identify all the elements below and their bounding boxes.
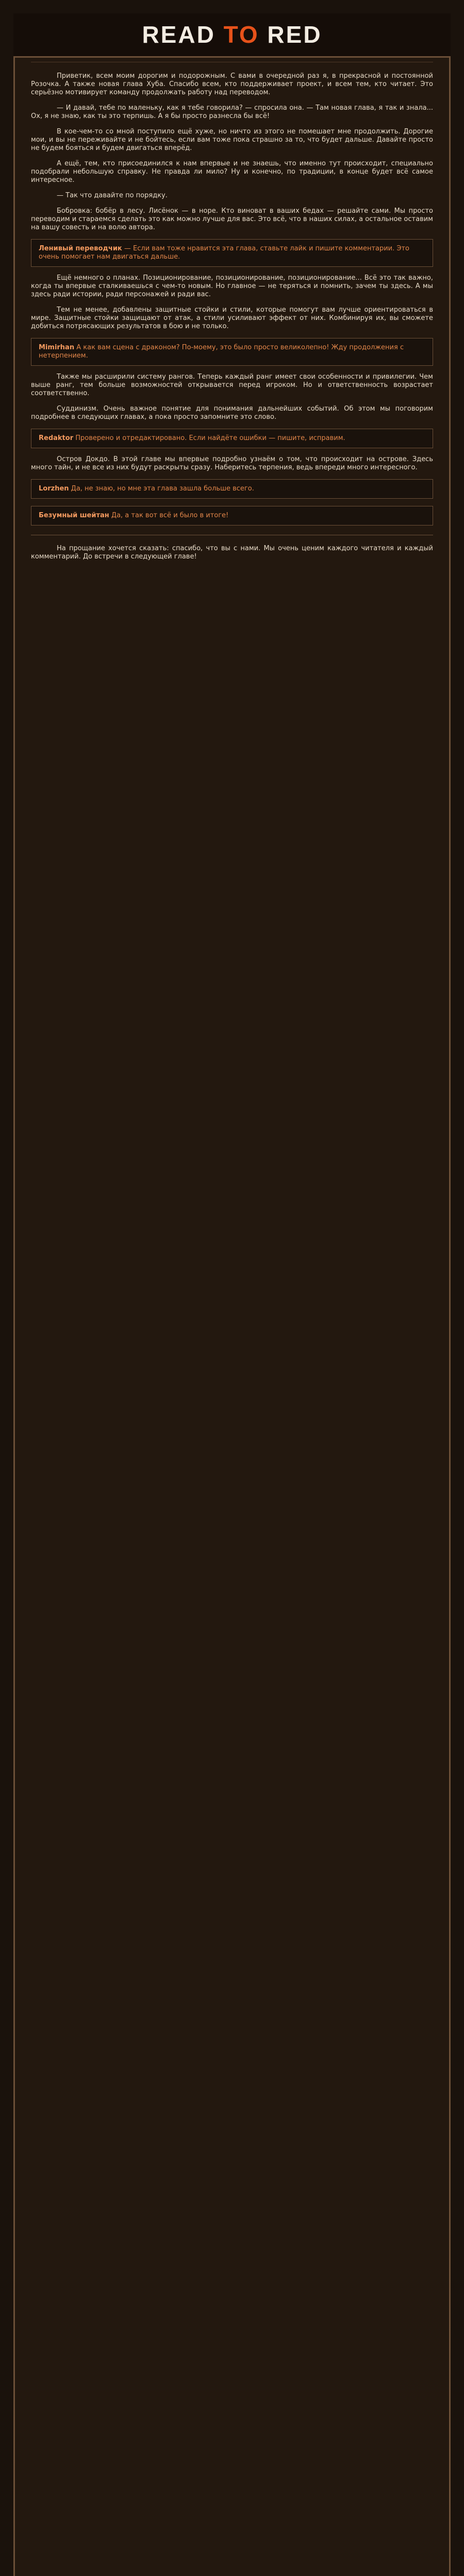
note-author: Ленивый переводчик (39, 245, 122, 252)
paragraph: Тем не менее, добавлены защитные стойки и стили, которые помогут вам лучше ориентироваться в мире. Защитные стойки защищают от атак, а стили усиливают эффект от них. Комбинируя их, вы сможете добиться потрясающих результатов в бою и не только. (31, 306, 433, 330)
paragraph: Остров Докдо. В этой главе мы впервые подробно узнаём о том, что происходит на острове. Здесь много тайн, и не все из них будут раскрыты сразу. Наберитесь терпения, ведь впереди много интересного. (31, 455, 433, 471)
paragraph: Бобровка: бобёр в лесу. Лисёнок — в норе. Кто виноват в ваших бедах — решайте сами. Мы просто переводим и стараемся сделать это как можно лучше для вас. Это всё, что в наших силах, а остальное оставим на вашу совесть и на волю автора. (31, 207, 433, 231)
page-header (13, 13, 451, 58)
note-author: Безумный шейтан (39, 512, 109, 519)
paragraph: В кое-чем-то со мной поступило ещё хуже, но ничто из этого не помешает мне продолжить. Дорогие мои, и вы не переживайте и не бойтесь, если вам тоже пока страшно за то, что будет дальше. Давайте просто не будем бояться и будем двигаться вперёд. (31, 128, 433, 152)
note-text: Проверено и отредактировано. Если найдёте ошибки — пишите, исправим. (75, 434, 345, 442)
paragraph: Также мы расширили систему рангов. Теперь каждый ранг имеет свои особенности и привилегии. Чем выше ранг, тем больше возможностей открывается перед игроком. Но и ответственность возрастает соответственно. (31, 373, 433, 397)
note-text: А как вам сцена с драконом? По-моему, это было просто великолепно! Жду продолжения с нетерпением. (39, 344, 404, 360)
note-text: Да, а так вот всё и было в итоге! (111, 512, 229, 519)
paragraph: Суддинизм. Очень важное понятие для понимания дальнейших событий. Об этом мы поговорим подробнее в следующих главах, а пока просто запомните это слово. (31, 405, 433, 421)
note-text: — Если вам тоже нравится эта глава, ставьте лайк и пишите комментарии. Это очень помогает нам двигаться дальше. (39, 245, 410, 261)
translator-note (31, 506, 433, 526)
paragraph: На прощание хочется сказать: спасибо, что вы с нами. Мы очень ценим каждого читателя и каждый комментарий. До встречи в следующей главе! (31, 545, 433, 561)
note-author: Mimirhan (39, 344, 75, 351)
article-body (31, 72, 433, 568)
note-author: Lorzhen (39, 485, 69, 493)
title-accent: TO (223, 21, 259, 48)
paragraph: — И давай, тебе по маленьку, как я тебе говорила? — спросила она. — Там новая глава, я так и знала... Ох, я не знаю, как ты это терпишь. А я бы просто разнесла бы всё! (31, 104, 433, 120)
note-author: Redaktor (39, 434, 74, 442)
translator-note (31, 338, 433, 366)
paragraph: — Так что давайте по порядку. (57, 192, 168, 199)
title-left: READ (142, 21, 224, 48)
translator-note (31, 479, 433, 499)
translator-note (31, 429, 433, 448)
paragraph: Ещё немного о планах. Позиционирование, позиционирование, позиционирование... Всё это так важно, когда ты впервые сталкиваешься с чем-то новым. Но главное — не теряться и помнить, зачем ты здесь. А мы здесь ради истории, ради персонажей и ради вас. (31, 274, 433, 298)
note-text: Да, не знаю, но мне эта глава зашла больше всего. (71, 485, 254, 493)
paragraph: Приветик, всем моим дорогим и подорожным. С вами в очередной раз я, в прекрасной и постоянной Розочка. А также новая глава Хуба. Спасибо всем, кто поддерживает проект, и всем тем, кто читает. Это серьёзно мотивирует команду продолжать работу над переводом. (31, 72, 433, 96)
site-title (13, 21, 451, 48)
paragraph: А ещё, тем, кто присоединился к нам впервые и не знаешь, что именно тут происходит, специально подобрали небольшую справку. Не правда ли мило? Ну и конечно, по традиции, в конце будет всё самое интересное. (31, 160, 433, 184)
title-right: RED (259, 21, 322, 48)
translator-note (31, 239, 433, 267)
